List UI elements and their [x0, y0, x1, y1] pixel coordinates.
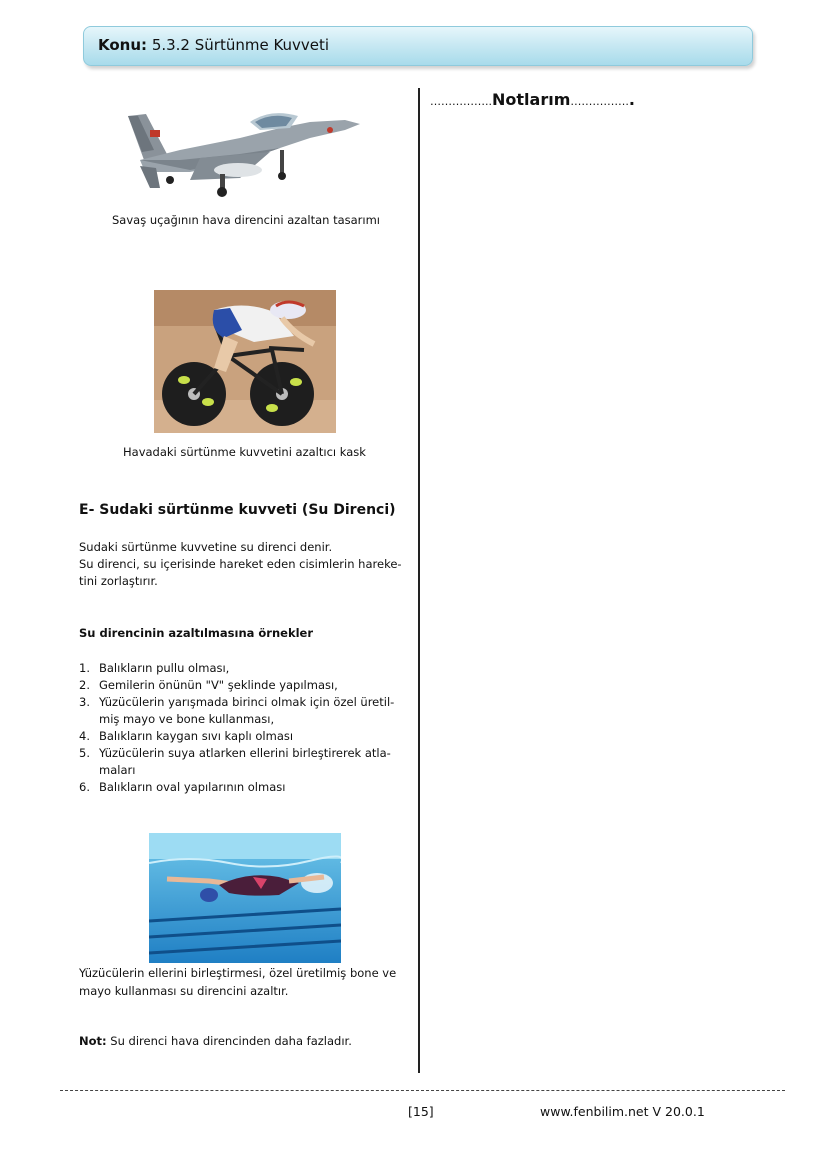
- column-divider: [418, 88, 420, 1073]
- list-number: 2.: [79, 678, 90, 692]
- section-title: E- Sudaki sürtünme kuvveti (Su Direnci): [79, 502, 396, 518]
- examples-list: [79, 660, 409, 796]
- footer-divider: [60, 1090, 785, 1091]
- topic-header-bar: [83, 26, 753, 66]
- list-item: [79, 745, 409, 779]
- notes-period: .: [628, 90, 635, 109]
- note: [79, 1034, 352, 1048]
- note-label: Not:: [79, 1034, 107, 1048]
- list-number: 5.: [79, 746, 90, 760]
- list-text: Balıkların kaygan sıvı kaplı olması: [99, 729, 294, 743]
- list-text: Gemilerin önünün "V" şeklinde yapılması,: [99, 678, 338, 692]
- list-line: miş mayo ve bone kullanması,: [99, 712, 275, 726]
- page-number: [15]: [408, 1104, 434, 1119]
- list-item: [79, 779, 409, 796]
- list-item: [79, 694, 409, 728]
- paragraph-line: Sudaki sürtünme kuvvetine su direnci denir.: [79, 540, 333, 554]
- notes-dots-left: ……………..: [430, 95, 492, 108]
- list-item: [79, 660, 409, 677]
- topic-header: [98, 36, 329, 54]
- examples-title: Su direncinin azaltılmasına örnekler: [79, 626, 314, 640]
- jet-caption: Savaş uçağının hava direncini azaltan tasarımı: [112, 213, 381, 227]
- section-paragraph: [79, 539, 402, 590]
- site-footer: www.fenbilim.net V 20.0.1: [540, 1104, 705, 1119]
- list-number: 1.: [79, 661, 90, 675]
- cyclist-caption: Havadaki sürtünme kuvvetini azaltıcı kask: [123, 445, 366, 459]
- notes-dots-right: …………….: [570, 95, 629, 108]
- konu-label: Konu:: [98, 36, 148, 54]
- list-number: 3.: [79, 695, 90, 709]
- notes-title: Notlarım: [492, 90, 571, 109]
- caption-line: mayo kullanması su direncini azaltır.: [79, 984, 289, 998]
- cyclist-image: [154, 290, 336, 433]
- caption-line: Yüzücülerin ellerini birleştirmesi, özel üretilmiş bone ve: [79, 966, 397, 980]
- list-text: [99, 745, 391, 779]
- fighter-jet-image: [120, 108, 365, 204]
- list-text: [99, 694, 394, 728]
- list-line: maları: [99, 763, 136, 777]
- swimmer-caption: [79, 964, 414, 1000]
- list-number: 4.: [79, 729, 90, 743]
- list-text: Balıkların pullu olması,: [99, 661, 230, 675]
- list-line: Yüzücülerin yarışmada birinci olmak için özel üretil-: [99, 695, 395, 709]
- paragraph-line: Su direnci, su içerisinde hareket eden cisimlerin hareke-: [79, 557, 402, 571]
- list-line: Yüzücülerin suya atlarken ellerini birleştirerek atla-: [99, 746, 391, 760]
- list-number: 6.: [79, 780, 90, 794]
- topic-title: 5.3.2 Sürtünme Kuvveti: [151, 36, 330, 54]
- swimmer-image: [149, 833, 341, 963]
- notes-heading: [430, 90, 635, 109]
- note-text: Su direnci hava direncinden daha fazladır.: [106, 1034, 352, 1048]
- list-item: [79, 728, 409, 745]
- list-text: Balıkların oval yapılarının olması: [99, 780, 286, 794]
- paragraph-line: tini zorlaştırır.: [79, 574, 158, 588]
- list-item: [79, 677, 409, 694]
